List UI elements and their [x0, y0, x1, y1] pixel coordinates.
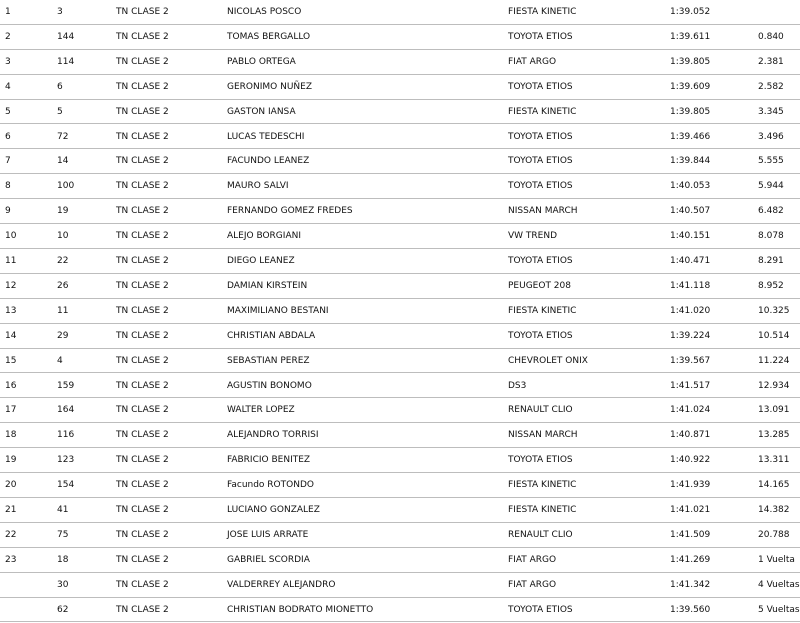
position-cell: 4	[5, 81, 11, 92]
gap-cell: 13.311	[758, 455, 790, 466]
driver-name-cell: FERNANDO GOMEZ FREDES	[227, 206, 353, 217]
position-cell: 8	[5, 181, 11, 192]
driver-name-cell: AGUSTIN BONOMO	[227, 380, 312, 391]
car-number-cell: 123	[57, 455, 75, 466]
best-lap-time-cell: 1:41.269	[670, 554, 711, 565]
position-cell: 14	[5, 330, 17, 341]
best-lap-time-cell: 1:39.844	[670, 156, 711, 167]
car-model-cell: DS3	[508, 380, 527, 391]
best-lap-time-cell: 1:40.507	[670, 206, 711, 217]
car-number-cell: 14	[57, 156, 69, 167]
position-cell: 9	[5, 206, 11, 217]
position-cell: 21	[5, 505, 17, 515]
category-cell: TN CLASE 2	[116, 505, 169, 515]
best-lap-time-cell: 1:39.805	[670, 106, 711, 117]
category-cell: TN CLASE 2	[116, 529, 169, 540]
driver-name-cell: WALTER LOPEZ	[227, 405, 295, 416]
gap-cell: 8.952	[758, 280, 784, 291]
car-number-cell: 144	[57, 31, 75, 42]
table-row	[0, 100, 800, 125]
position-cell: 16	[5, 380, 17, 391]
best-lap-time-cell: 1:41.024	[670, 405, 711, 416]
car-number-cell: 29	[57, 330, 69, 341]
car-number-cell: 26	[57, 280, 69, 291]
table-row	[0, 349, 800, 374]
position-cell: 19	[5, 455, 17, 466]
category-cell: TN CLASE 2	[116, 56, 169, 67]
car-model-cell: TOYOTA ETIOS	[508, 181, 573, 192]
driver-name-cell: CHRISTIAN ABDALA	[227, 330, 316, 341]
table-row	[0, 25, 800, 50]
category-cell: TN CLASE 2	[116, 181, 169, 192]
category-cell: TN CLASE 2	[116, 604, 169, 615]
car-number-cell: 62	[57, 604, 69, 615]
category-cell: TN CLASE 2	[116, 7, 169, 17]
category-cell: TN CLASE 2	[116, 455, 169, 466]
car-model-cell: FIAT ARGO	[508, 554, 557, 565]
driver-name-cell: FABRICIO BENITEZ	[227, 455, 311, 466]
car-number-cell: 72	[57, 131, 69, 142]
position-cell: 11	[5, 256, 17, 266]
gap-cell: 5.944	[758, 181, 784, 192]
best-lap-time-cell: 1:39.052	[670, 7, 711, 17]
driver-name-cell: LUCIANO GONZALEZ	[227, 505, 320, 515]
best-lap-time-cell: 1:40.922	[670, 455, 711, 466]
best-lap-time-cell: 1:41.020	[670, 305, 711, 316]
car-model-cell: TOYOTA ETIOS	[508, 330, 573, 341]
driver-name-cell: DAMIAN KIRSTEIN	[227, 280, 308, 291]
table-row	[0, 324, 800, 349]
table-row	[0, 50, 800, 75]
best-lap-time-cell: 1:39.611	[670, 31, 711, 42]
best-lap-time-cell: 1:40.871	[670, 430, 711, 441]
position-cell: 7	[5, 156, 11, 167]
category-cell: TN CLASE 2	[116, 231, 169, 242]
car-number-cell: 11	[57, 305, 69, 316]
table-row	[0, 573, 800, 598]
table-row	[0, 548, 800, 573]
position-cell: 3	[5, 56, 11, 67]
table-row	[0, 224, 800, 249]
car-number-cell: 159	[57, 380, 75, 391]
car-number-cell: 18	[57, 554, 69, 565]
position-cell: 22	[5, 529, 17, 540]
category-cell: TN CLASE 2	[116, 156, 169, 167]
category-cell: TN CLASE 2	[116, 81, 169, 92]
position-cell: 5	[5, 106, 11, 117]
car-number-cell: 41	[57, 505, 69, 515]
best-lap-time-cell: 1:39.567	[670, 355, 711, 366]
table-row	[0, 125, 800, 150]
position-cell: 1	[5, 7, 11, 17]
position-cell: 17	[5, 405, 17, 416]
driver-name-cell: SEBASTIAN PEREZ	[227, 355, 310, 366]
gap-cell: 20.788	[758, 529, 790, 540]
driver-name-cell: PABLO ORTEGA	[227, 56, 296, 67]
best-lap-time-cell: 1:41.939	[670, 480, 711, 491]
table-row	[0, 174, 800, 199]
category-cell: TN CLASE 2	[116, 554, 169, 565]
best-lap-time-cell: 1:41.021	[670, 505, 711, 515]
car-model-cell: TOYOTA ETIOS	[508, 31, 573, 42]
gap-cell: 3.345	[758, 106, 784, 117]
car-model-cell: RENAULT CLIO	[508, 529, 573, 540]
car-model-cell: FIAT ARGO	[508, 579, 557, 590]
car-model-cell: FIESTA KINETIC	[508, 480, 577, 491]
car-model-cell: VW TREND	[508, 231, 558, 242]
gap-cell: 2.381	[758, 56, 784, 67]
gap-cell: 12.934	[758, 380, 790, 391]
position-cell: 13	[5, 305, 17, 316]
car-number-cell: 4	[57, 355, 63, 366]
best-lap-time-cell: 1:39.560	[670, 604, 711, 615]
table-row	[0, 374, 800, 399]
driver-name-cell: FACUNDO LEANEZ	[227, 156, 310, 167]
car-model-cell: NISSAN MARCH	[508, 430, 578, 441]
car-model-cell: FIAT ARGO	[508, 56, 557, 67]
table-row	[0, 149, 800, 174]
car-number-cell: 3	[57, 7, 63, 17]
car-number-cell: 22	[57, 256, 69, 266]
category-cell: TN CLASE 2	[116, 131, 169, 142]
gap-cell: 3.496	[758, 131, 784, 142]
car-model-cell: FIESTA KINETIC	[508, 505, 577, 515]
gap-cell: 11.224	[758, 355, 790, 366]
gap-cell: 4 Vueltas	[758, 579, 800, 590]
car-number-cell: 19	[57, 206, 69, 217]
car-model-cell: CHEVROLET ONIX	[508, 355, 588, 366]
gap-cell: 5 Vueltas	[758, 604, 800, 615]
driver-name-cell: CHRISTIAN BODRATO MIONETTO	[227, 604, 374, 615]
position-cell: 20	[5, 480, 17, 491]
car-number-cell: 116	[57, 430, 75, 441]
category-cell: TN CLASE 2	[116, 405, 169, 416]
best-lap-time-cell: 1:41.118	[670, 280, 711, 291]
car-model-cell: FIESTA KINETIC	[508, 106, 577, 117]
category-cell: TN CLASE 2	[116, 106, 169, 117]
car-number-cell: 10	[57, 231, 69, 242]
gap-cell: 13.091	[758, 405, 790, 416]
position-cell: 15	[5, 355, 17, 366]
table-row	[0, 299, 800, 324]
driver-name-cell: DIEGO LEANEZ	[227, 256, 295, 266]
table-row	[0, 498, 800, 523]
best-lap-time-cell: 1:40.471	[670, 256, 711, 266]
driver-name-cell: GABRIEL SCORDIA	[227, 554, 310, 565]
car-number-cell: 154	[57, 480, 75, 491]
car-model-cell: RENAULT CLIO	[508, 405, 573, 416]
driver-name-cell: TOMAS BERGALLO	[227, 31, 311, 42]
best-lap-time-cell: 1:40.053	[670, 181, 711, 192]
best-lap-time-cell: 1:39.609	[670, 81, 711, 92]
category-cell: TN CLASE 2	[116, 31, 169, 42]
car-model-cell: FIESTA KINETIC	[508, 305, 577, 316]
table-row	[0, 448, 800, 473]
car-model-cell: TOYOTA ETIOS	[508, 604, 573, 615]
car-model-cell: TOYOTA ETIOS	[508, 455, 573, 466]
driver-name-cell: GASTON IANSA	[227, 106, 296, 117]
best-lap-time-cell: 1:39.224	[670, 330, 711, 341]
car-number-cell: 100	[57, 181, 75, 192]
gap-cell: 14.382	[758, 505, 790, 515]
category-cell: TN CLASE 2	[116, 355, 169, 366]
driver-name-cell: LUCAS TEDESCHI	[227, 131, 305, 142]
position-cell: 18	[5, 430, 17, 441]
table-row	[0, 473, 800, 498]
table-row	[0, 274, 800, 299]
category-cell: TN CLASE 2	[116, 206, 169, 217]
gap-cell: 5.555	[758, 156, 784, 167]
position-cell: 2	[5, 31, 11, 42]
car-model-cell: NISSAN MARCH	[508, 206, 578, 217]
table-row	[0, 75, 800, 100]
position-cell: 6	[5, 131, 11, 142]
category-cell: TN CLASE 2	[116, 380, 169, 391]
best-lap-time-cell: 1:39.805	[670, 56, 711, 67]
car-model-cell: TOYOTA ETIOS	[508, 156, 573, 167]
car-number-cell: 75	[57, 529, 69, 540]
gap-cell: 2.582	[758, 81, 784, 92]
driver-name-cell: JOSE LUIS ARRATE	[227, 529, 309, 540]
category-cell: TN CLASE 2	[116, 579, 169, 590]
driver-name-cell: GERONIMO NUÑEZ	[227, 81, 312, 92]
car-model-cell: TOYOTA ETIOS	[508, 256, 573, 266]
table-row	[0, 423, 800, 448]
car-model-cell: TOYOTA ETIOS	[508, 81, 573, 92]
gap-cell: 14.165	[758, 480, 790, 491]
gap-cell: 0.840	[758, 31, 784, 42]
category-cell: TN CLASE 2	[116, 280, 169, 291]
driver-name-cell: ALEJO BORGIANI	[227, 231, 301, 242]
car-model-cell: PEUGEOT 208	[508, 280, 571, 291]
gap-cell: 13.285	[758, 430, 790, 441]
gap-cell: 1 Vuelta	[758, 554, 795, 565]
table-row	[0, 0, 800, 25]
position-cell: 23	[5, 554, 17, 565]
table-row	[0, 523, 800, 548]
driver-name-cell: Facundo ROTONDO	[227, 480, 314, 491]
category-cell: TN CLASE 2	[116, 305, 169, 316]
gap-cell: 10.325	[758, 305, 790, 316]
gap-cell: 8.078	[758, 231, 784, 242]
position-cell: 10	[5, 231, 17, 242]
driver-name-cell: MAXIMILIANO BESTANI	[227, 305, 329, 316]
gap-cell: 6.482	[758, 206, 784, 217]
car-number-cell: 5	[57, 106, 63, 117]
position-cell: 12	[5, 280, 17, 291]
best-lap-time-cell: 1:40.151	[670, 231, 711, 242]
table-row	[0, 199, 800, 224]
car-number-cell: 114	[57, 56, 75, 67]
gap-cell: 10.514	[758, 330, 790, 341]
best-lap-time-cell: 1:39.466	[670, 131, 711, 142]
car-model-cell: TOYOTA ETIOS	[508, 131, 573, 142]
driver-name-cell: VALDERREY ALEJANDRO	[227, 579, 336, 590]
driver-name-cell: MAURO SALVI	[227, 181, 289, 192]
table-row	[0, 398, 800, 423]
gap-cell: 8.291	[758, 256, 784, 266]
car-model-cell: FIESTA KINETIC	[508, 7, 577, 17]
best-lap-time-cell: 1:41.509	[670, 529, 711, 540]
category-cell: TN CLASE 2	[116, 256, 169, 266]
table-row	[0, 249, 800, 274]
category-cell: TN CLASE 2	[116, 480, 169, 491]
car-number-cell: 6	[57, 81, 63, 92]
car-number-cell: 164	[57, 405, 75, 416]
driver-name-cell: NICOLAS POSCO	[227, 7, 302, 17]
car-number-cell: 30	[57, 579, 69, 590]
driver-name-cell: ALEJANDRO TORRISI	[227, 430, 319, 441]
category-cell: TN CLASE 2	[116, 430, 169, 441]
table-row	[0, 598, 800, 623]
best-lap-time-cell: 1:41.342	[670, 579, 711, 590]
category-cell: TN CLASE 2	[116, 330, 169, 341]
best-lap-time-cell: 1:41.517	[670, 380, 711, 391]
